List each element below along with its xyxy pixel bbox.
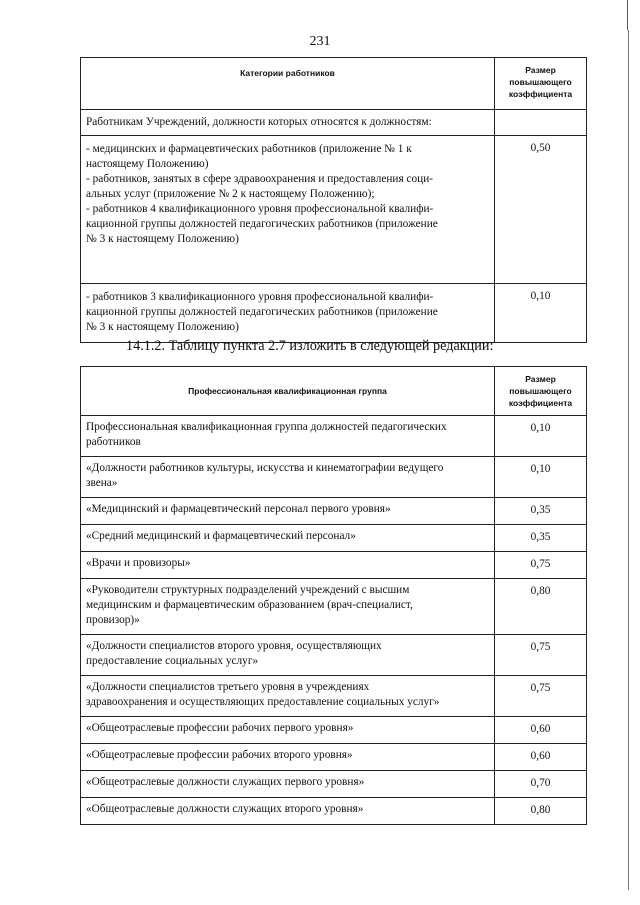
coefficient-header: Размер повышающего коэффициента xyxy=(495,367,587,416)
coefficient-value: 0,35 xyxy=(495,525,587,552)
worker-categories-table xyxy=(80,57,587,343)
page-number: 231 xyxy=(309,34,331,49)
qualification-groups-table xyxy=(80,366,587,825)
table-header-row xyxy=(81,367,587,416)
category-cell: - медицинских и фармацевтических работников (приложение № 1 к настоящему Положению) - работников, занятых в сфере здравоохранения и предоставления соци- альных услуг (приложение № 2 к настоящему Положению); - работников 4 квалификационного уровня профессиональной квалифи- кационной группы должностей педагогических работников (приложение № 3 к настоящему Положению) xyxy=(81,136,495,284)
scan-margin-line xyxy=(628,30,629,890)
table-row xyxy=(81,110,587,136)
group-cell: «Должности специалистов второго уровня, осуществляющих предоставление социальных услуг» xyxy=(81,635,495,676)
coefficient-value: 0,10 xyxy=(495,284,587,343)
coefficient-value: 0,10 xyxy=(495,416,587,457)
coefficient-value: 0,70 xyxy=(495,771,587,798)
group-cell: «Средний медицинский и фармацевтический персонал» xyxy=(81,525,495,552)
coefficient-header: Размер повышающего коэффициента xyxy=(495,58,587,110)
table-row xyxy=(81,717,587,744)
group-cell: «Должности работников культуры, искусства и кинематографии ведущего звена» xyxy=(81,457,495,498)
group-cell: «Общеотраслевые должности служащих второго уровня» xyxy=(81,798,495,825)
table-row xyxy=(81,457,587,498)
group-cell: «Общеотраслевые профессии рабочих первого уровня» xyxy=(81,717,495,744)
table-row xyxy=(81,525,587,552)
empty-value-cell xyxy=(495,110,587,136)
category-header: Категории работников xyxy=(81,58,495,110)
group-cell: Профессиональная квалификационная группа должностей педагогических работников xyxy=(81,416,495,457)
scan-margin-line xyxy=(627,0,628,30)
table-row xyxy=(81,284,587,343)
coefficient-value: 0,80 xyxy=(495,798,587,825)
group-cell: «Общеотраслевые профессии рабочих второго уровня» xyxy=(81,744,495,771)
group-header: Профессиональная квалификационная группа xyxy=(81,367,495,416)
coefficient-value: 0,80 xyxy=(495,579,587,635)
coefficient-value: 0,75 xyxy=(495,676,587,717)
group-cell: «Медицинский и фармацевтический персонал первого уровня» xyxy=(81,498,495,525)
table-row xyxy=(81,635,587,676)
table-header-row xyxy=(81,58,587,110)
table-row xyxy=(81,136,587,284)
category-cell: - работников 3 квалификационного уровня профессиональной квалифи- кационной группы должностей педагогических работников (приложение № 3 к настоящему Положению) xyxy=(81,284,495,343)
coefficient-value: 0,60 xyxy=(495,744,587,771)
table-row xyxy=(81,416,587,457)
group-cell: «Должности специалистов третьего уровня в учреждениях здравоохранения и осуществляющих предоставление социальных услуг» xyxy=(81,676,495,717)
merged-category-cell: Работникам Учреждений, должности которых относятся к должностям: xyxy=(81,110,495,136)
table-row xyxy=(81,552,587,579)
group-cell: «Руководители структурных подразделений учреждений с высшим медицинским и фармацевтическим образованием (врач-специалист, провизор)» xyxy=(81,579,495,635)
coefficient-value: 0,35 xyxy=(495,498,587,525)
table-row xyxy=(81,744,587,771)
group-cell: «Врачи и провизоры» xyxy=(81,552,495,579)
coefficient-value: 0,75 xyxy=(495,552,587,579)
table-row xyxy=(81,676,587,717)
table-row xyxy=(81,579,587,635)
group-cell: «Общеотраслевые должности служащих первого уровня» xyxy=(81,771,495,798)
coefficient-value: 0,50 xyxy=(495,136,587,284)
section-heading: 14.1.2. Таблицу пункта 2.7 изложить в следующей редакции: xyxy=(126,338,494,354)
table-row xyxy=(81,498,587,525)
coefficient-value: 0,10 xyxy=(495,457,587,498)
coefficient-value: 0,60 xyxy=(495,717,587,744)
table-row xyxy=(81,771,587,798)
coefficient-value: 0,75 xyxy=(495,635,587,676)
table-row xyxy=(81,798,587,825)
